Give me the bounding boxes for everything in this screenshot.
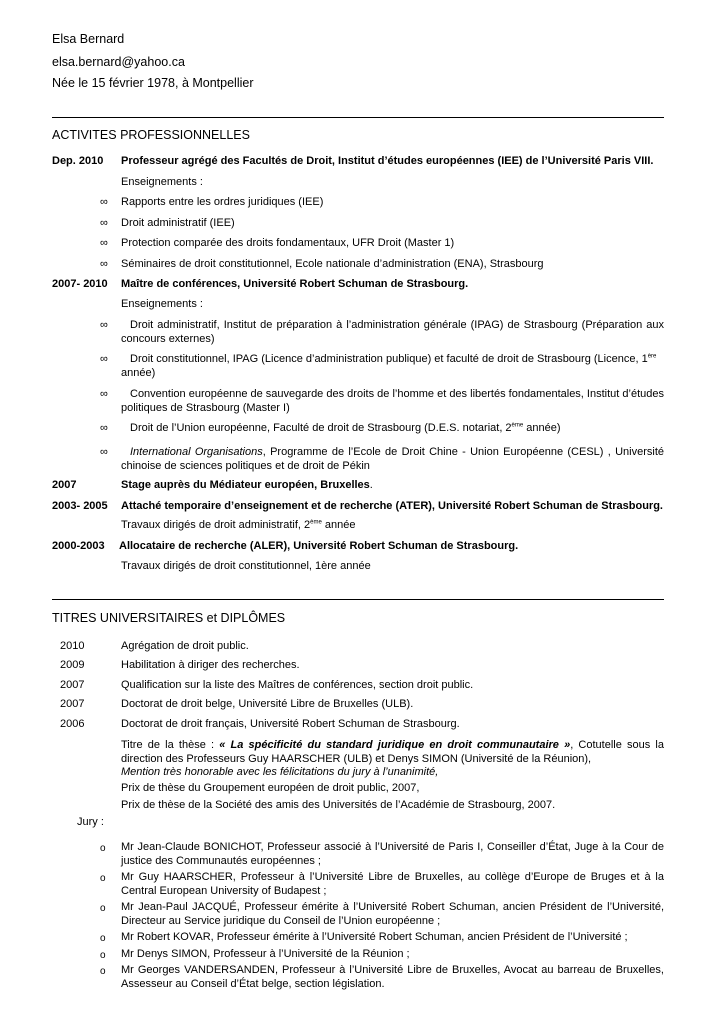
entry-title: Attaché temporaire d’enseignement et de recherche (ATER), Université Robert Schuman de Strasbourg. — [121, 500, 663, 512]
bullet-icon: ∞ — [100, 319, 108, 331]
teaching-item: Droit de l’Union européenne, Faculté de droit de Strasbourg (D.E.S. notariat, 2ème année) — [130, 422, 561, 434]
entry-note: Travaux dirigés de droit administratif, 2ème année — [121, 519, 356, 531]
degree-year: 2009 — [60, 659, 85, 671]
circle-bullet-icon: o — [100, 933, 106, 944]
entry-date: 2000-2003 — [52, 540, 105, 552]
section-divider — [52, 117, 664, 118]
entry-title: Professeur agrégé des Facultés de Droit, Institut d’études européennes (IEE) de l’Université Paris VIII. — [121, 155, 654, 167]
entry-note: Travaux dirigés de droit constitutionnel, 1ère année — [121, 560, 371, 572]
degree-year: 2007 — [60, 698, 85, 710]
teaching-item: Rapports entre les ordres juridiques (IEE) — [121, 196, 324, 208]
circle-bullet-icon: o — [100, 950, 106, 961]
entry-date: 2007 — [52, 479, 77, 491]
bullet-icon: ∞ — [100, 422, 108, 434]
jury-member: Mr Denys SIMON, Professeur à l’Université de la Réunion ; — [121, 948, 410, 960]
thesis-title: Titre de la thèse : « La spécificité du standard juridique en droit communautaire », Cotutelle sous la direction des Professeurs Guy HAARSCHER (ULB) et Denys SIMON (Université de la Réunion), — [121, 739, 664, 765]
entry-date: 2007- 2010 — [52, 278, 108, 290]
bullet-icon: ∞ — [100, 237, 108, 249]
jury-member: Mr Guy HAARSCHER, Professeur à l’Université Libre de Bruxelles, au collège d’Europe de Bruges et à la Central European University of Budapest ; — [121, 871, 664, 897]
degree-text: Qualification sur la liste des Maîtres de conférences, section droit public. — [121, 679, 474, 691]
section-divider — [52, 599, 664, 600]
circle-bullet-icon: o — [100, 843, 106, 854]
jury-member: Mr Robert KOVAR, Professeur émérite à l’Université Robert Schuman, ancien Président de l’Université ; — [121, 931, 628, 943]
teaching-item: Protection comparée des droits fondamentaux, UFR Droit (Master 1) — [121, 237, 455, 249]
birth-info: Née le 15 février 1978, à Montpellier — [52, 76, 254, 90]
email: elsa.bernard@yahoo.ca — [52, 55, 185, 69]
teaching-item: International Organisations, Programme de l’Ecole de Droit Chine - Union Européenne (CESL) , Université chinoise de sciences politiques et de droit de Pékin — [121, 446, 664, 472]
jury-label: Jury : — [77, 816, 104, 828]
degree-text: Habilitation à diriger des recherches. — [121, 659, 300, 671]
jury-member: Mr Jean-Paul JACQUÉ, Professeur émérite à l’Université Robert Schuman, ancien Président de l’Université, Directeur au Service juridique du Conseil de l’Union européenne ; — [121, 901, 664, 927]
entry-date: Dep. 2010 — [52, 155, 104, 167]
teaching-item: Droit administratif (IEE) — [121, 217, 235, 229]
degree-text: Agrégation de droit public. — [121, 640, 249, 652]
section-title-titres: TITRES UNIVERSITAIRES et DIPLÔMES — [52, 611, 286, 625]
person-name: Elsa Bernard — [52, 32, 125, 46]
bullet-icon: ∞ — [100, 258, 108, 270]
circle-bullet-icon: o — [100, 873, 106, 884]
teaching-item: Séminaires de droit constitutionnel, Ecole nationale d’administration (ENA), Strasbourg — [121, 258, 544, 270]
degree-year: 2006 — [60, 718, 85, 730]
teaching-label: Enseignements : — [121, 298, 203, 310]
entry-title: Maître de conférences, Université Robert Schuman de Strasbourg. — [121, 278, 469, 290]
thesis-mention: Mention très honorable avec les félicitations du jury à l’unanimité, — [121, 766, 439, 778]
degree-text: Doctorat de droit français, Université Robert Schuman de Strasbourg. — [121, 718, 460, 730]
jury-member: Mr Jean-Claude BONICHOT, Professeur associé à l’Université de Paris I, Conseiller d’État, Juge à la Cour de justice des Communautés européennes ; — [121, 841, 664, 867]
entry-date: 2003- 2005 — [52, 500, 108, 512]
bullet-icon: ∞ — [100, 353, 108, 365]
teaching-item: Droit administratif, Institut de préparation à l’administration générale (IPAG) de Strasbourg (Préparation aux concours externes) — [121, 319, 664, 345]
degree-year: 2007 — [60, 679, 85, 691]
circle-bullet-icon: o — [100, 903, 106, 914]
bullet-icon: ∞ — [100, 446, 108, 458]
circle-bullet-icon: o — [100, 966, 106, 977]
jury-member: Mr Georges VANDERSANDEN, Professeur à l’Université Libre de Bruxelles, Avocat au barreau de Bruxelles, Assesseur au Conseil d’État belge, section législation. — [121, 964, 664, 990]
teaching-item: Convention européenne de sauvegarde des droits de l’homme et des libertés fondamentales, Institut d’études politiques de Strasbourg (Master I) — [121, 388, 664, 414]
teaching-item: Droit constitutionnel, IPAG (Licence d’administration publique) et faculté de droit de Strasbourg (Licence, 1ère année) — [121, 353, 657, 379]
thesis-prize: Prix de thèse de la Société des amis des Universités de l’Académie de Strasbourg, 2007. — [121, 799, 556, 811]
entry-title: Stage auprès du Médiateur européen, Bruxelles. — [121, 479, 373, 491]
teaching-label: Enseignements : — [121, 176, 203, 188]
bullet-icon: ∞ — [100, 388, 108, 400]
thesis-prize: Prix de thèse du Groupement européen de droit public, 2007, — [121, 782, 420, 794]
section-title-activites: ACTIVITES PROFESSIONNELLES — [52, 128, 250, 142]
degree-text: Doctorat de droit belge, Université Libre de Bruxelles (ULB). — [121, 698, 414, 710]
bullet-icon: ∞ — [100, 217, 108, 229]
degree-year: 2010 — [60, 640, 85, 652]
bullet-icon: ∞ — [100, 196, 108, 208]
entry-title: Allocataire de recherche (ALER), Université Robert Schuman de Strasbourg. — [119, 540, 519, 552]
